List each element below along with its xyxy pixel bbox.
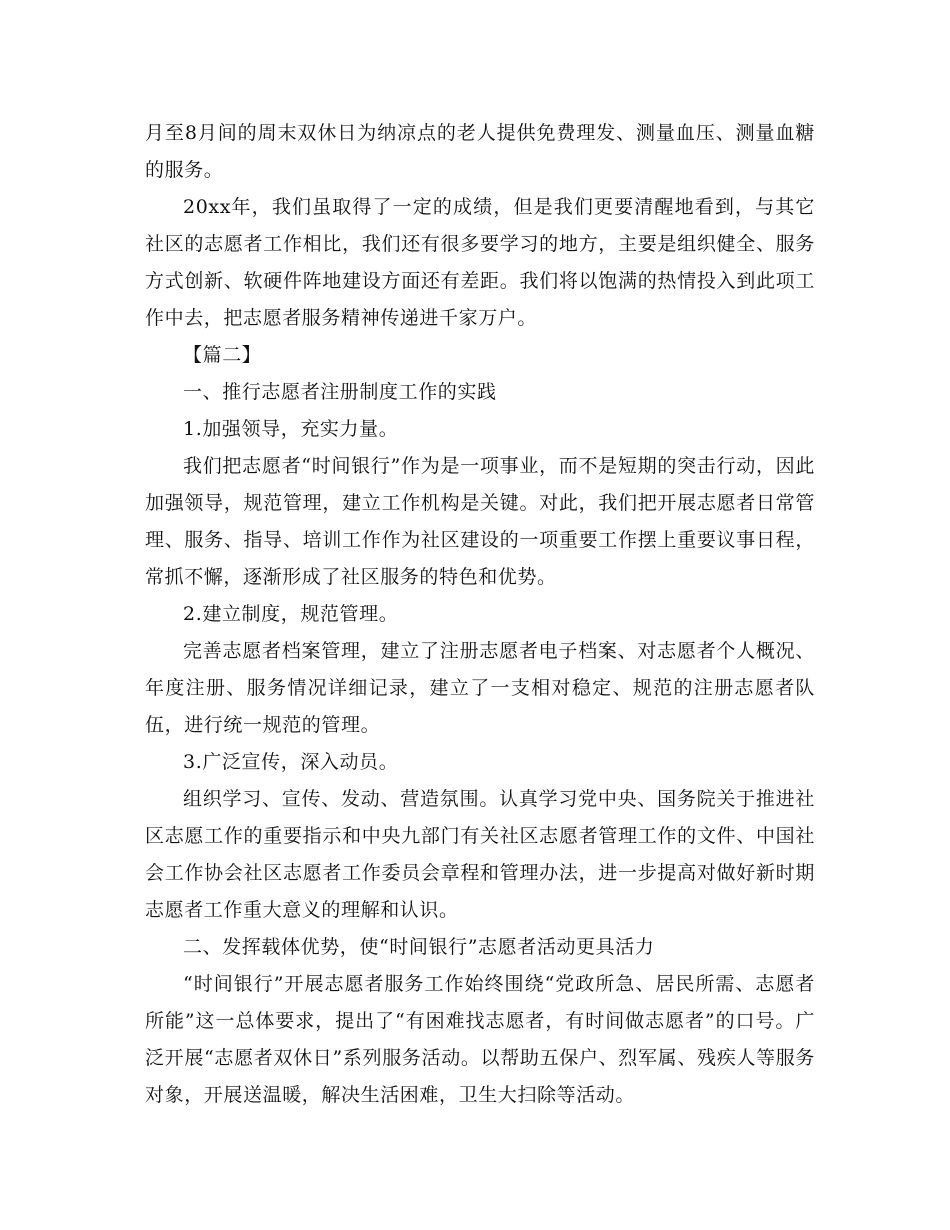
subheading-2: 2.建立制度，规范管理。 <box>183 603 399 625</box>
paragraph-5: 组织学习、宣传、发动、营造氛围。认真学习党中央、国务院关于推进社区志愿工作的重要指示和中央九部门有关社区志愿者管理工作的文件、中国社会工作协会社区志愿者工作委员会章程和管理办法，进一步提高对做好新时期志愿者工作重大意义的理解和认识。 <box>145 788 815 921</box>
section-heading-2: 二、发挥载体优势，使“时间银行”志愿者活动更具活力 <box>183 936 655 958</box>
paragraph-3: 我们把志愿者“时间银行”作为是一项事业，而不是短期的突击行动，因此加强领导，规范管理，建立工作机构是关键。对此，我们把开展志愿者日常管理、服务、指导、培训工作作为社区建设的一项重要工作摆上重要议事日程，常抓不懈，逐渐形成了社区服务的特色和优势。 <box>145 455 815 588</box>
paragraph-6: “时间银行”开展志愿者服务工作始终围绕“党政所急、居民所需、志愿者所能”这一总体要求，提出了“有困难找志愿者，有时间做志愿者”的口号。广泛开展“志愿者双休日”系列服务活动。以帮助五保户、烈军属、残疾人等服务对象，开展送温暖，解决生活困难，卫生大扫除等活动。 <box>145 973 815 1106</box>
document-body <box>145 115 815 1114</box>
section-heading-1: 一、推行志愿者注册制度工作的实践 <box>183 381 497 403</box>
subheading-1: 1.加强领导，充实力量。 <box>183 418 399 440</box>
section-heading-part-two: 【篇二】 <box>183 344 262 366</box>
paragraph-2: 20xx年，我们虽取得了一定的成绩，但是我们更要清醒地看到，与其它社区的志愿者工作相比，我们还有很多要学习的地方，主要是组织健全、服务方式创新、软硬件阵地建设方面还有差距。我们将以饱满的热情投入到此项工作中去，把志愿者服务精神传递进千家万户。 <box>145 196 815 329</box>
paragraph-4: 完善志愿者档案管理，建立了注册志愿者电子档案、对志愿者个人概况、年度注册、服务情况详细记录，建立了一支相对稳定、规范的注册志愿者队伍，进行统一规范的管理。 <box>145 640 815 736</box>
paragraph-1: 月至8月间的周末双休日为纳凉点的老人提供免费理发、测量血压、测量血糖的服务。 <box>145 122 815 181</box>
subheading-3: 3.广泛宣传，深入动员。 <box>183 751 399 773</box>
